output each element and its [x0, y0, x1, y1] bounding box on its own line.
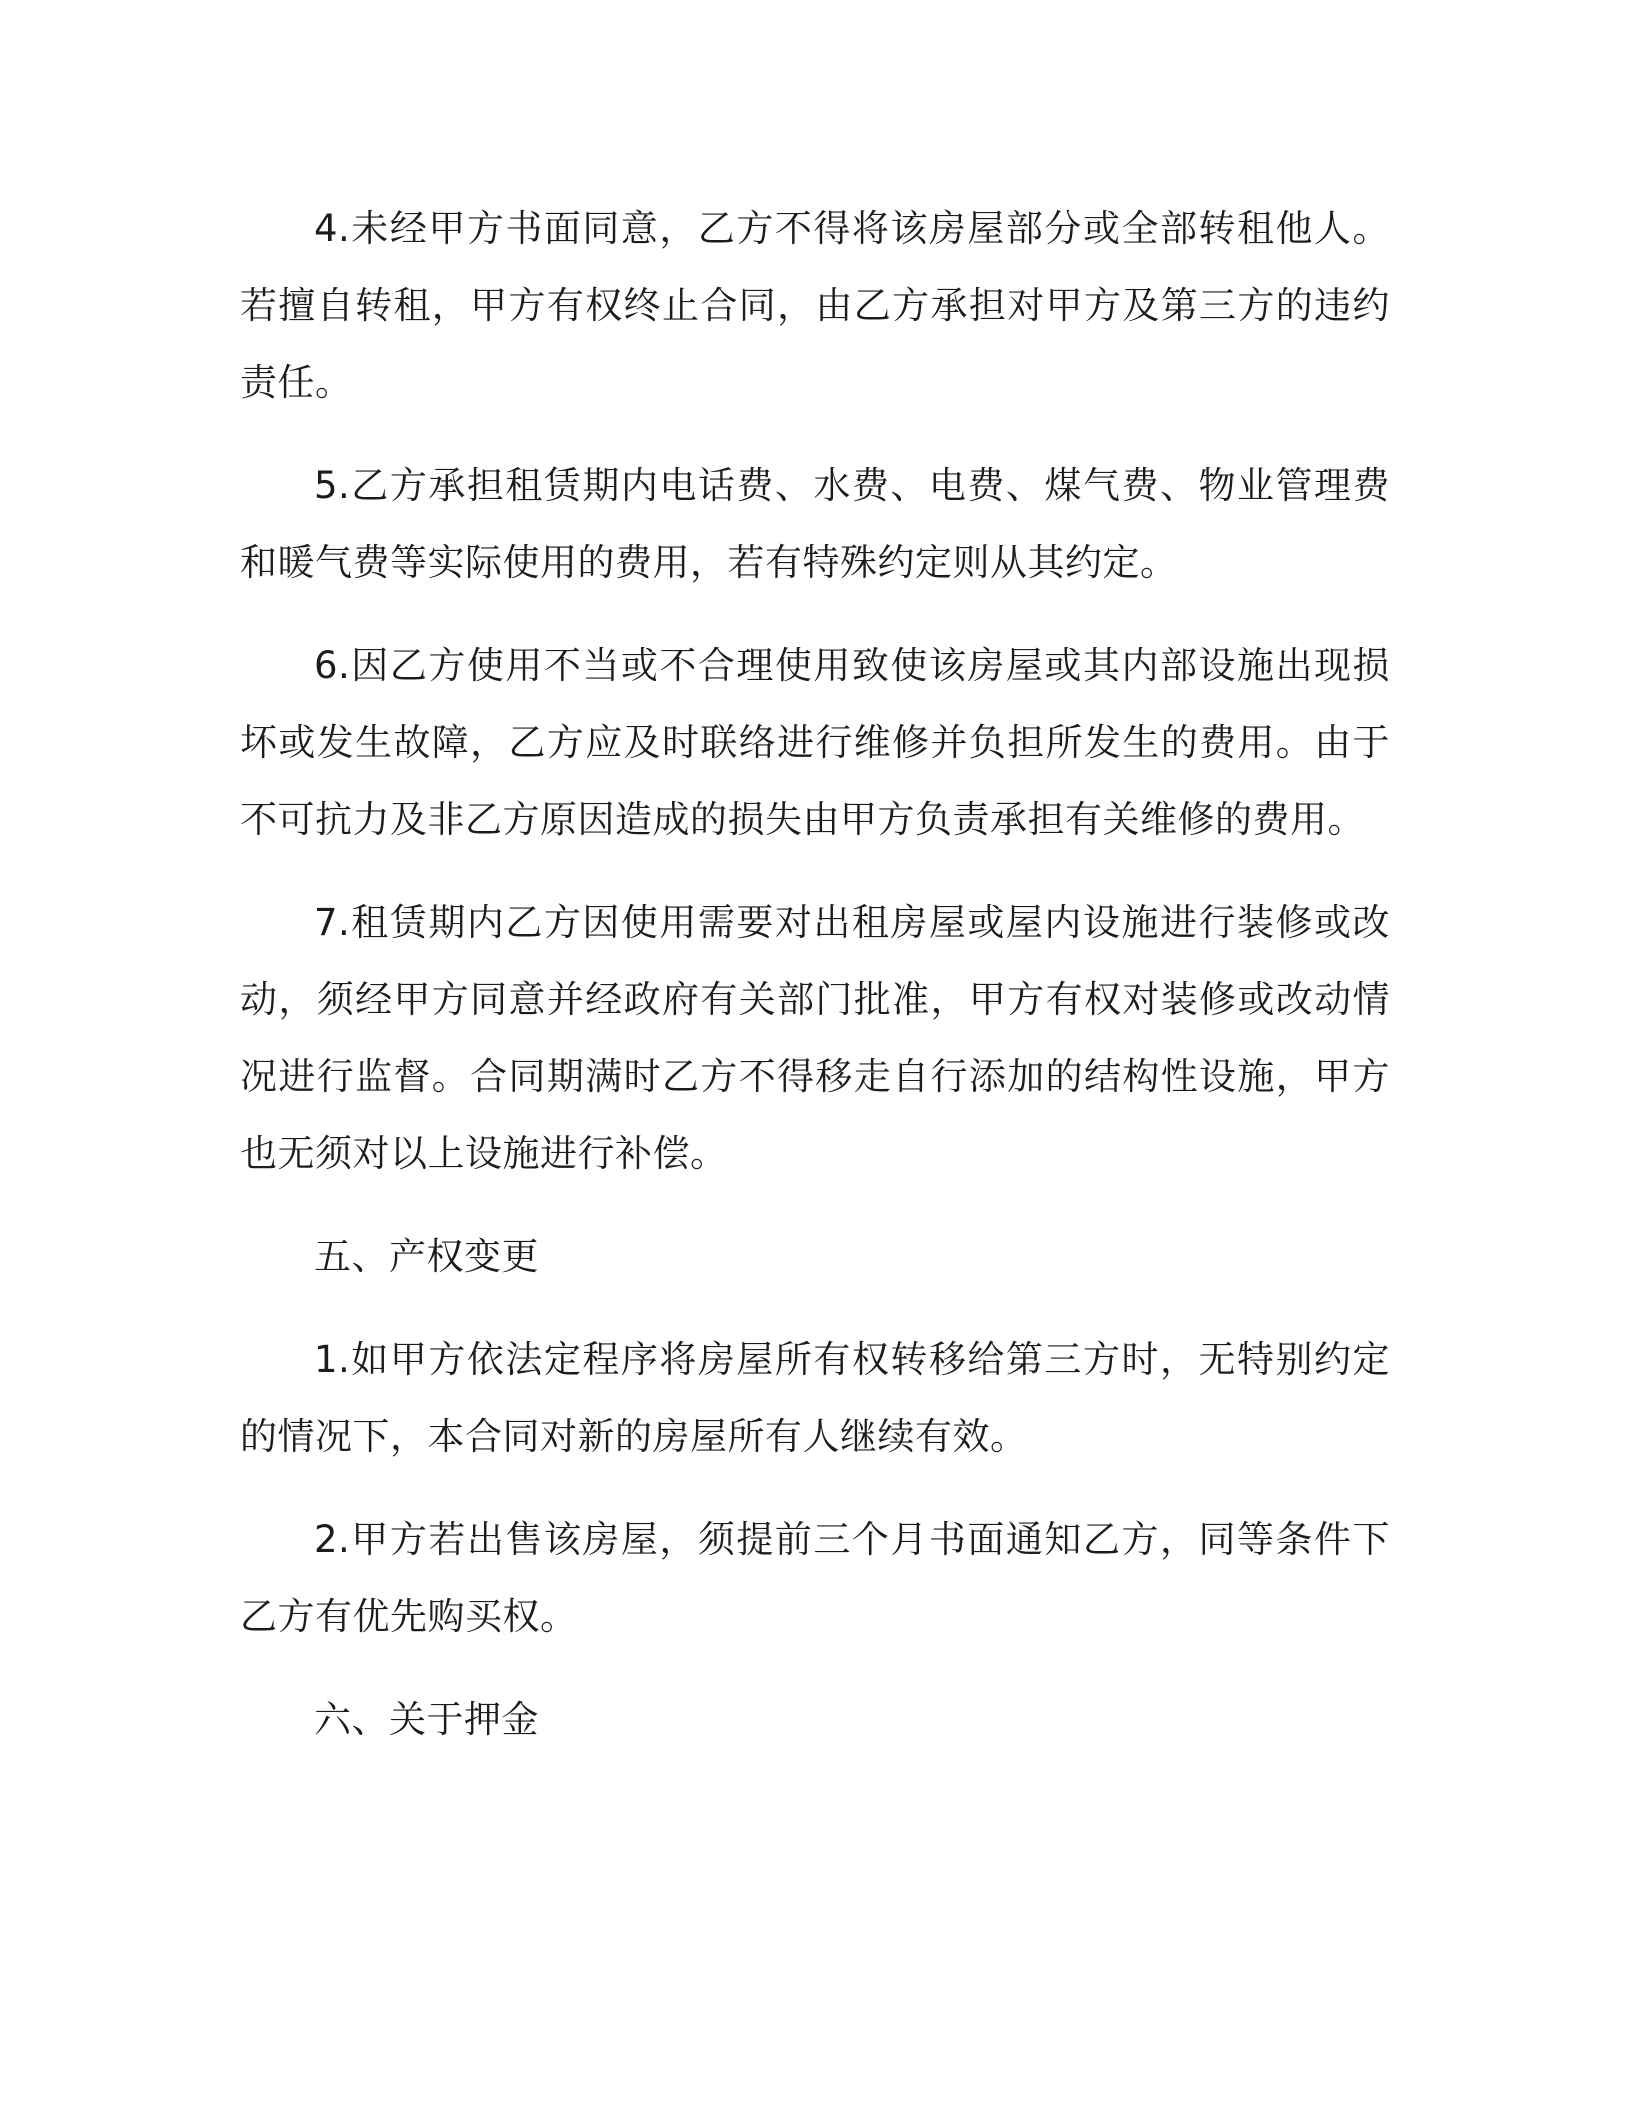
- section-5-heading: 五、产权变更: [314, 1235, 539, 1278]
- clause-5-fees: 5.乙方承担租赁期内电话费、水费、电费、煤气费、物业管理费和暖气费等实际使用的费用，若有特殊约定则从其约定。: [240, 464, 1390, 584]
- section-6-heading: 六、关于押金: [314, 1698, 539, 1741]
- document-body: [240, 190, 1390, 1784]
- section-5-clause-1: 1.如甲方依法定程序将房屋所有权转移给第三方时，无特别约定的情况下，本合同对新的房屋所有人继续有效。: [240, 1338, 1390, 1458]
- clause-6-repairs: 6.因乙方使用不当或不合理使用致使该房屋或其内部设施出现损坏或发生故障，乙方应及时联络进行维修并负担所发生的费用。由于不可抗力及非乙方原因造成的损失由甲方负责承担有关维修的费用。: [240, 644, 1390, 841]
- clause-7-renovation: 7.租赁期内乙方因使用需要对出租房屋或屋内设施进行装修或改动，须经甲方同意并经政府有关部门批准，甲方有权对装修或改动情况进行监督。合同期满时乙方不得移走自行添加的结构性设施，甲方也无须对以上设施进行补偿。: [240, 901, 1390, 1175]
- section-5-clause-2: 2.甲方若出售该房屋，须提前三个月书面通知乙方，同等条件下乙方有优先购买权。: [240, 1518, 1390, 1638]
- clause-4-sublease: 4.未经甲方书面同意，乙方不得将该房屋部分或全部转租他人。若擅自转租，甲方有权终止合同，由乙方承担对甲方及第三方的违约责任。: [240, 207, 1390, 404]
